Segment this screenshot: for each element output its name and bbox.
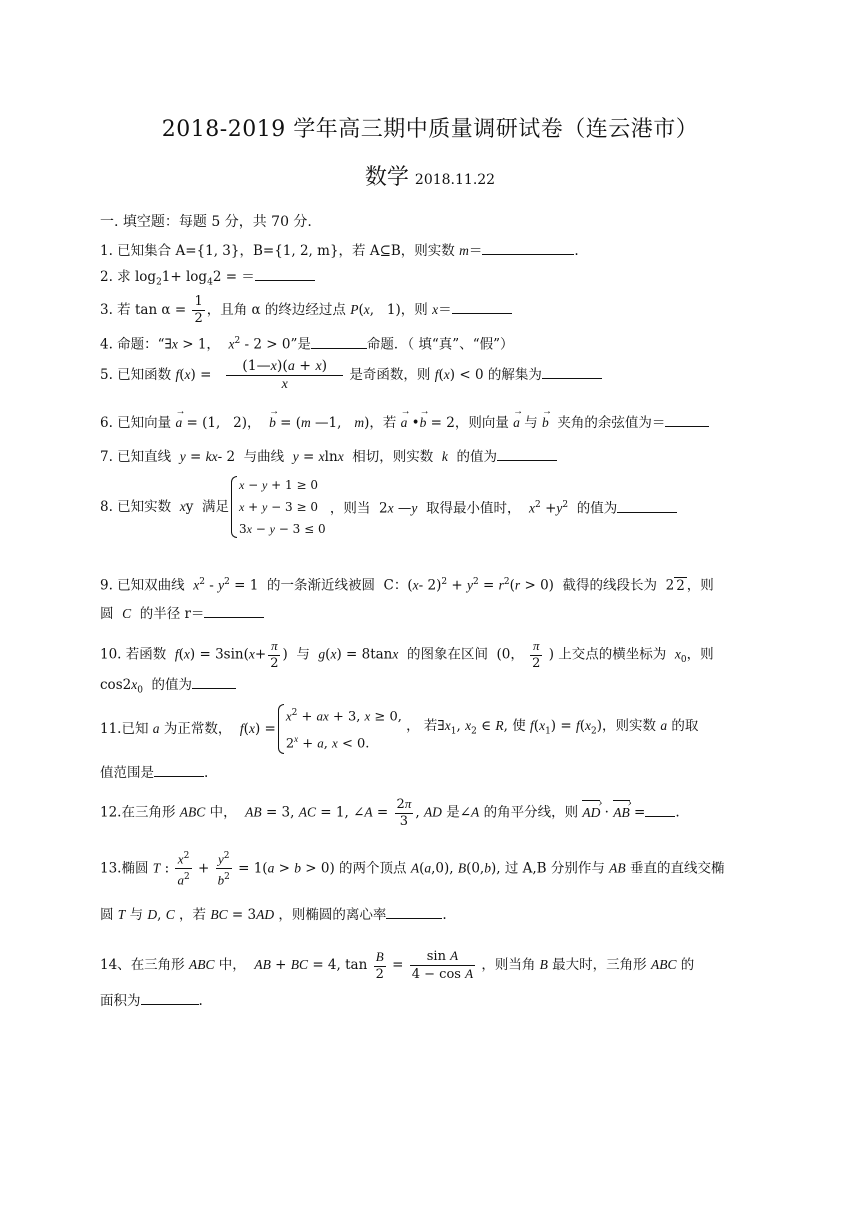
question-number: 13.: [100, 860, 122, 877]
answer-blank[interactable]: [665, 412, 709, 427]
answer-blank[interactable]: [482, 240, 574, 255]
answer-blank[interactable]: [141, 990, 199, 1005]
question-number: 1.: [100, 243, 113, 259]
question-4: 4. 命题：“∃x > 1， $x^2 - 2 > 0$”是 命题．（ 填“真”、“假”）: [100, 331, 770, 355]
question-number: 10.: [100, 646, 122, 663]
answer-blank[interactable]: [452, 299, 512, 314]
page-title: 2018-2019 学年高三期中质量调研试卷（连云港市）: [161, 117, 699, 142]
section-heading: 一. 填空题：每题 5 分，共 70 分.: [100, 214, 312, 230]
answer-blank[interactable]: [154, 762, 204, 777]
question-10-cont: $\cos 2x_0$ 的值为: [100, 674, 770, 701]
question-number: 4.: [100, 336, 113, 353]
question-number: 3.: [100, 302, 113, 318]
question-7: 7. 已知直线 y = kx- 2 与曲线 y = xlnx 相切，则实数 k 的值为: [100, 446, 770, 467]
answer-blank[interactable]: [497, 446, 557, 461]
exam-date: 2018.11.22: [414, 172, 496, 188]
question-11-cont: 值范围是 .: [100, 762, 770, 783]
answer-blank[interactable]: [645, 802, 675, 817]
answer-blank[interactable]: [311, 334, 367, 349]
answer-blank[interactable]: [255, 266, 315, 281]
question-8: 8. 已知实数 xy 满足x − y + 1 ≥ 0 x + y − 3 ≥ 0 3x − y − 3 ≤ 0 ，则当 2x —y 取得最小值时， $x^2 +y^2$ 的值为: [100, 474, 770, 540]
page-subtitle: [0, 160, 860, 191]
question-13: 13.椭圆 T : $\frac{x^2}{a^2}$ + $\frac{y^2}{b^2}$ = 1(a > b > 0) 的两个顶点 A(a,0), B(0,b), 过 A,B 分别作与 AB 垂直的直线交椭: [100, 848, 770, 890]
question-number: 9.: [100, 577, 113, 594]
question-number: 12.: [100, 804, 122, 821]
answer-blank[interactable]: [542, 364, 602, 379]
question-13-cont: 圆 T 与 D, C ，若 BC = 3AD ，则椭圆的离心率 .: [100, 904, 770, 925]
question-3: 3. 若 tan α = $\frac{1}{2}$ ，且角 α 的终边经过点 P(x, 1)，则 x＝: [100, 294, 770, 327]
question-number: 5.: [100, 367, 113, 383]
question-number: 8.: [100, 499, 113, 515]
question-5: 5. 已知函数 f(x) = $\frac{(1—x)(a + x)}{x}$ 是奇函数，则 f(x) < 0 的解集为: [100, 358, 770, 393]
question-14-cont: 面积为 .: [100, 990, 770, 1011]
answer-blank[interactable]: [192, 674, 236, 689]
question-14: 14、在三角形 ABC 中， AB + BC = 4, tan $\frac{B}{2}$ = $\frac{\text{sin A}}{\text{4 − cos A}}$ ，则当角 B 最大时，三角形 ABC 的: [100, 948, 695, 982]
question-6: 6. 已知向量 → a = (1, 2)， → b = (m —1, m)，若 → a •→ b = 2，则向量 → a 与 → b 夹角的余弦值为＝: [100, 412, 770, 433]
subject-label: 数学: [364, 165, 409, 190]
question-number: 6.: [100, 415, 113, 431]
answer-blank[interactable]: [204, 603, 264, 618]
question-12: 12.在三角形 ABC 中， AB = 3, AC = 1, ∠A = $\frac{2\pi}{3}$ , AD 是∠A 的角平分线，则 AD › · AB › = .: [100, 796, 770, 830]
question-number: 14、: [100, 957, 131, 973]
question-number: 7.: [100, 449, 113, 465]
question-11: 11.已知 a 为正常数， $f(x) =x^2$ + ax + 3, x ≥ 0, $2^x + a$, x < 0. ， 若$\exists x_1$, $x_2$ ∈ R, 使 $f(x_1) = f(x_2)$，则实数 a 的取: [100, 702, 770, 756]
question-9-cont: 圆 C 的半径 r＝: [100, 603, 770, 624]
question-2: 2. 求 $\log_21+ \log_42$ = ＝: [100, 266, 770, 293]
piecewise-function: $x^2$ + ax + 3, x ≥ 0, $2^x + a$, x < 0.: [276, 702, 402, 756]
answer-blank[interactable]: [386, 904, 442, 919]
question-number: 2.: [100, 269, 113, 285]
question-10: 10. 若函数 f(x) = 3sin(x+ $\frac{\pi}{2}$ ) 与 g(x) = 8tanx 的图象在区间 (0， $\frac{\pi}{2}$ ) 上交点的横坐标为 $x_0$，则: [100, 638, 714, 671]
question-number: 11.: [100, 720, 122, 737]
question-9: 9. 已知双曲线 $x^2 - y^2 = 1$ 的一条渐近线被圆 C：(x- $2)^2 + y^2 = r^2(r > 0)$ 截得的线段长为 2 2 ，则: [100, 577, 714, 594]
answer-blank[interactable]: [617, 498, 677, 513]
question-1: 1. 已知集合 A={1, 3}，B={1, 2, m}，若 A⊆B，则实数 m＝ .: [100, 240, 770, 261]
constraint-system: x − y + 1 ≥ 0 x + y − 3 ≥ 0 3x − y − 3 ≤ 0: [229, 474, 326, 540]
